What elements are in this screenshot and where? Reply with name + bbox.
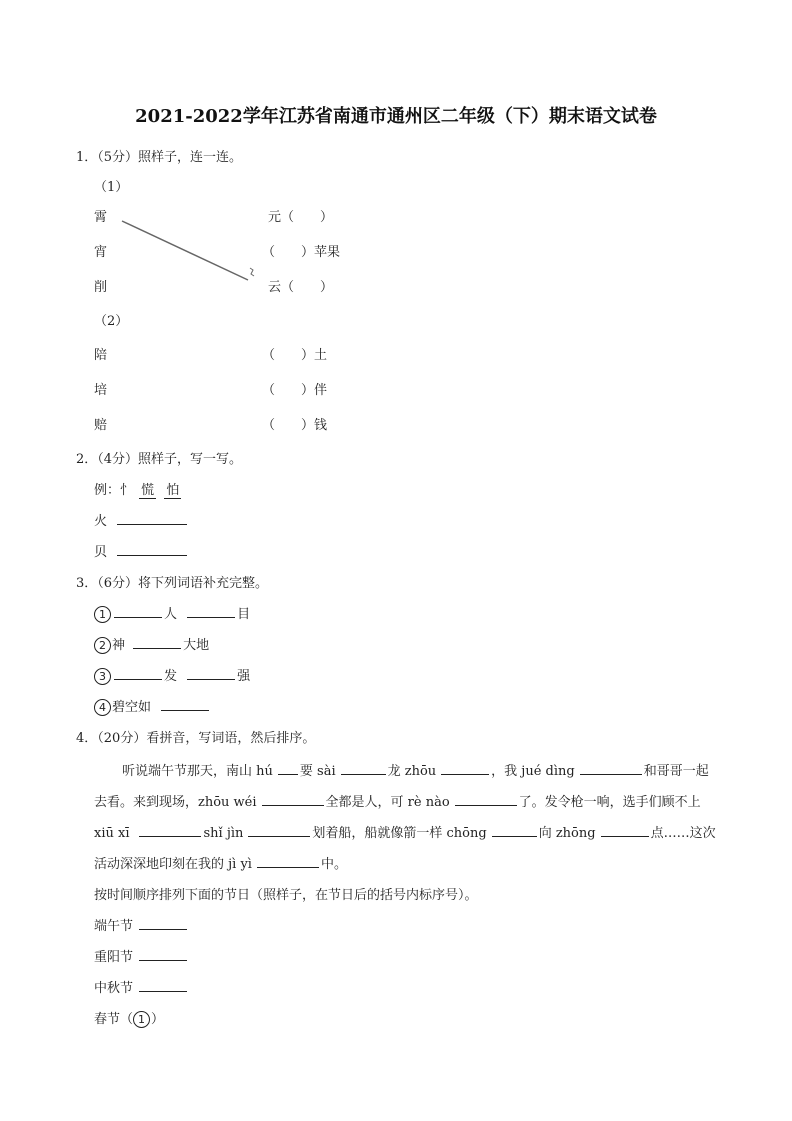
q3-text: 大地	[183, 638, 210, 653]
q1-left-char: 培	[94, 383, 108, 398]
item-number: 2	[94, 637, 111, 654]
item-number: 1	[133, 1011, 150, 1028]
q2-example-word: 怕	[164, 479, 181, 499]
passage-text: 龙 zhōu	[387, 764, 437, 779]
festival-row	[94, 1008, 164, 1028]
q1-right-word: （ ）土	[262, 348, 328, 363]
answer-blank[interactable]	[455, 793, 517, 806]
answer-blank[interactable]	[133, 636, 181, 649]
q1-part2-label: （2）	[94, 314, 129, 329]
festival-name: 重阳节	[94, 950, 134, 965]
q3-item	[94, 665, 250, 685]
q3-text: 神	[112, 638, 126, 653]
q3-item	[94, 634, 209, 654]
answer-blank[interactable]	[114, 605, 162, 618]
festival-name: 中秋节	[94, 981, 134, 996]
item-number: 3	[94, 668, 111, 685]
passage-text: xiū xī	[94, 826, 130, 841]
q1-right-word: （ ）钱	[262, 418, 328, 433]
festival-row	[94, 946, 189, 965]
passage-text: 向 zhōng	[538, 826, 596, 841]
answer-blank[interactable]	[117, 543, 187, 556]
festival-row	[94, 977, 189, 996]
item-number: 1	[94, 606, 111, 623]
answer-blank[interactable]	[257, 855, 319, 868]
q1-left-char: 霄	[94, 210, 108, 225]
q4-heading: 4．（20分）看拼音，写词语，然后排序。	[76, 731, 316, 746]
passage-text: 和哥哥一起	[643, 764, 709, 779]
q1-left-char: 宵	[94, 245, 108, 260]
q2-row	[94, 510, 189, 529]
passage-text: 去看。来到现场，zhōu wéi	[94, 795, 257, 810]
q4-passage-line	[94, 853, 347, 872]
q2-row	[94, 541, 189, 560]
q3-text: 碧空如	[112, 700, 152, 715]
item-number: 4	[94, 699, 111, 716]
answer-blank[interactable]	[341, 762, 386, 775]
q1-left-char: 削	[94, 280, 108, 295]
q3-item	[94, 603, 250, 623]
passage-text: 中。	[320, 857, 347, 872]
q2-example-prefix: 例：忄	[94, 483, 134, 498]
answer-blank[interactable]	[278, 762, 298, 775]
q4-passage-line	[94, 791, 701, 810]
q3-text: 发	[164, 669, 178, 684]
q4-passage-line	[122, 760, 709, 779]
passage-text: shǐ jìn	[203, 826, 244, 841]
q1-left-char: 陪	[94, 348, 108, 363]
festival-row	[94, 915, 189, 934]
answer-blank[interactable]	[187, 667, 235, 680]
page-title: 2021-2022学年江苏省南通市通州区二年级（下）期末语文试卷	[135, 106, 657, 127]
passage-text: 点……这次	[650, 826, 716, 841]
answer-blank[interactable]	[117, 512, 187, 525]
answer-blank[interactable]	[139, 917, 187, 930]
answer-blank[interactable]	[580, 762, 642, 775]
q1-part1-label: （1）	[94, 180, 129, 195]
answer-blank[interactable]	[187, 605, 235, 618]
answer-blank[interactable]	[139, 979, 187, 992]
answer-blank[interactable]	[262, 793, 324, 806]
passage-text: ，我 jué dìng	[491, 764, 575, 779]
answer-blank[interactable]	[139, 948, 187, 961]
q4-sort-instruction: 按时间顺序排列下面的节日（照样子，在节日后的括号内标序号）。	[94, 888, 478, 903]
q2-row-label: 火	[94, 514, 108, 529]
festival-name: 端午节	[94, 919, 134, 934]
answer-blank[interactable]	[248, 824, 310, 837]
q1-right-word: （ ）伴	[262, 383, 328, 398]
answer-blank[interactable]	[601, 824, 649, 837]
q1-right-word: 云（ ）	[268, 280, 334, 295]
festival-bracket: ）	[151, 1012, 165, 1027]
answer-blank[interactable]	[139, 824, 201, 837]
passage-text: 了。发令枪一响，选手们顾不上	[518, 795, 701, 810]
q1-right-word: （ ）苹果	[262, 245, 341, 260]
passage-text: 要 sài	[299, 764, 336, 779]
q3-heading: 3．（6分）将下列词语补充完整。	[76, 576, 269, 591]
q3-text: 目	[237, 607, 251, 622]
q1-left-char: 赔	[94, 418, 108, 433]
q4-passage-line	[94, 822, 716, 841]
q3-item	[94, 696, 211, 716]
q3-text: 强	[237, 669, 251, 684]
q2-example	[94, 479, 183, 499]
q1-right-word: 元（ ）	[268, 210, 334, 225]
answer-blank[interactable]	[161, 698, 209, 711]
answer-blank[interactable]	[441, 762, 489, 775]
q3-text: 人	[164, 607, 178, 622]
festival-name: 春节（	[94, 1012, 134, 1027]
answer-blank[interactable]	[492, 824, 537, 837]
q1-heading: 1．（5分）照样子，连一连。	[76, 150, 243, 165]
passage-text: 划着船，船就像箭一样 chōng	[312, 826, 487, 841]
q2-heading: 2．（4分）照样子，写一写。	[76, 452, 243, 467]
q2-example-word: 慌	[139, 479, 156, 499]
answer-blank[interactable]	[114, 667, 162, 680]
passage-text: 活动深深地印刻在我的 jì yì	[94, 857, 252, 872]
passage-text: 听说端午节那天，南山 hú	[122, 764, 273, 779]
passage-text: 全都是人，可 rè nào	[325, 795, 450, 810]
q2-row-label: 贝	[94, 545, 108, 560]
